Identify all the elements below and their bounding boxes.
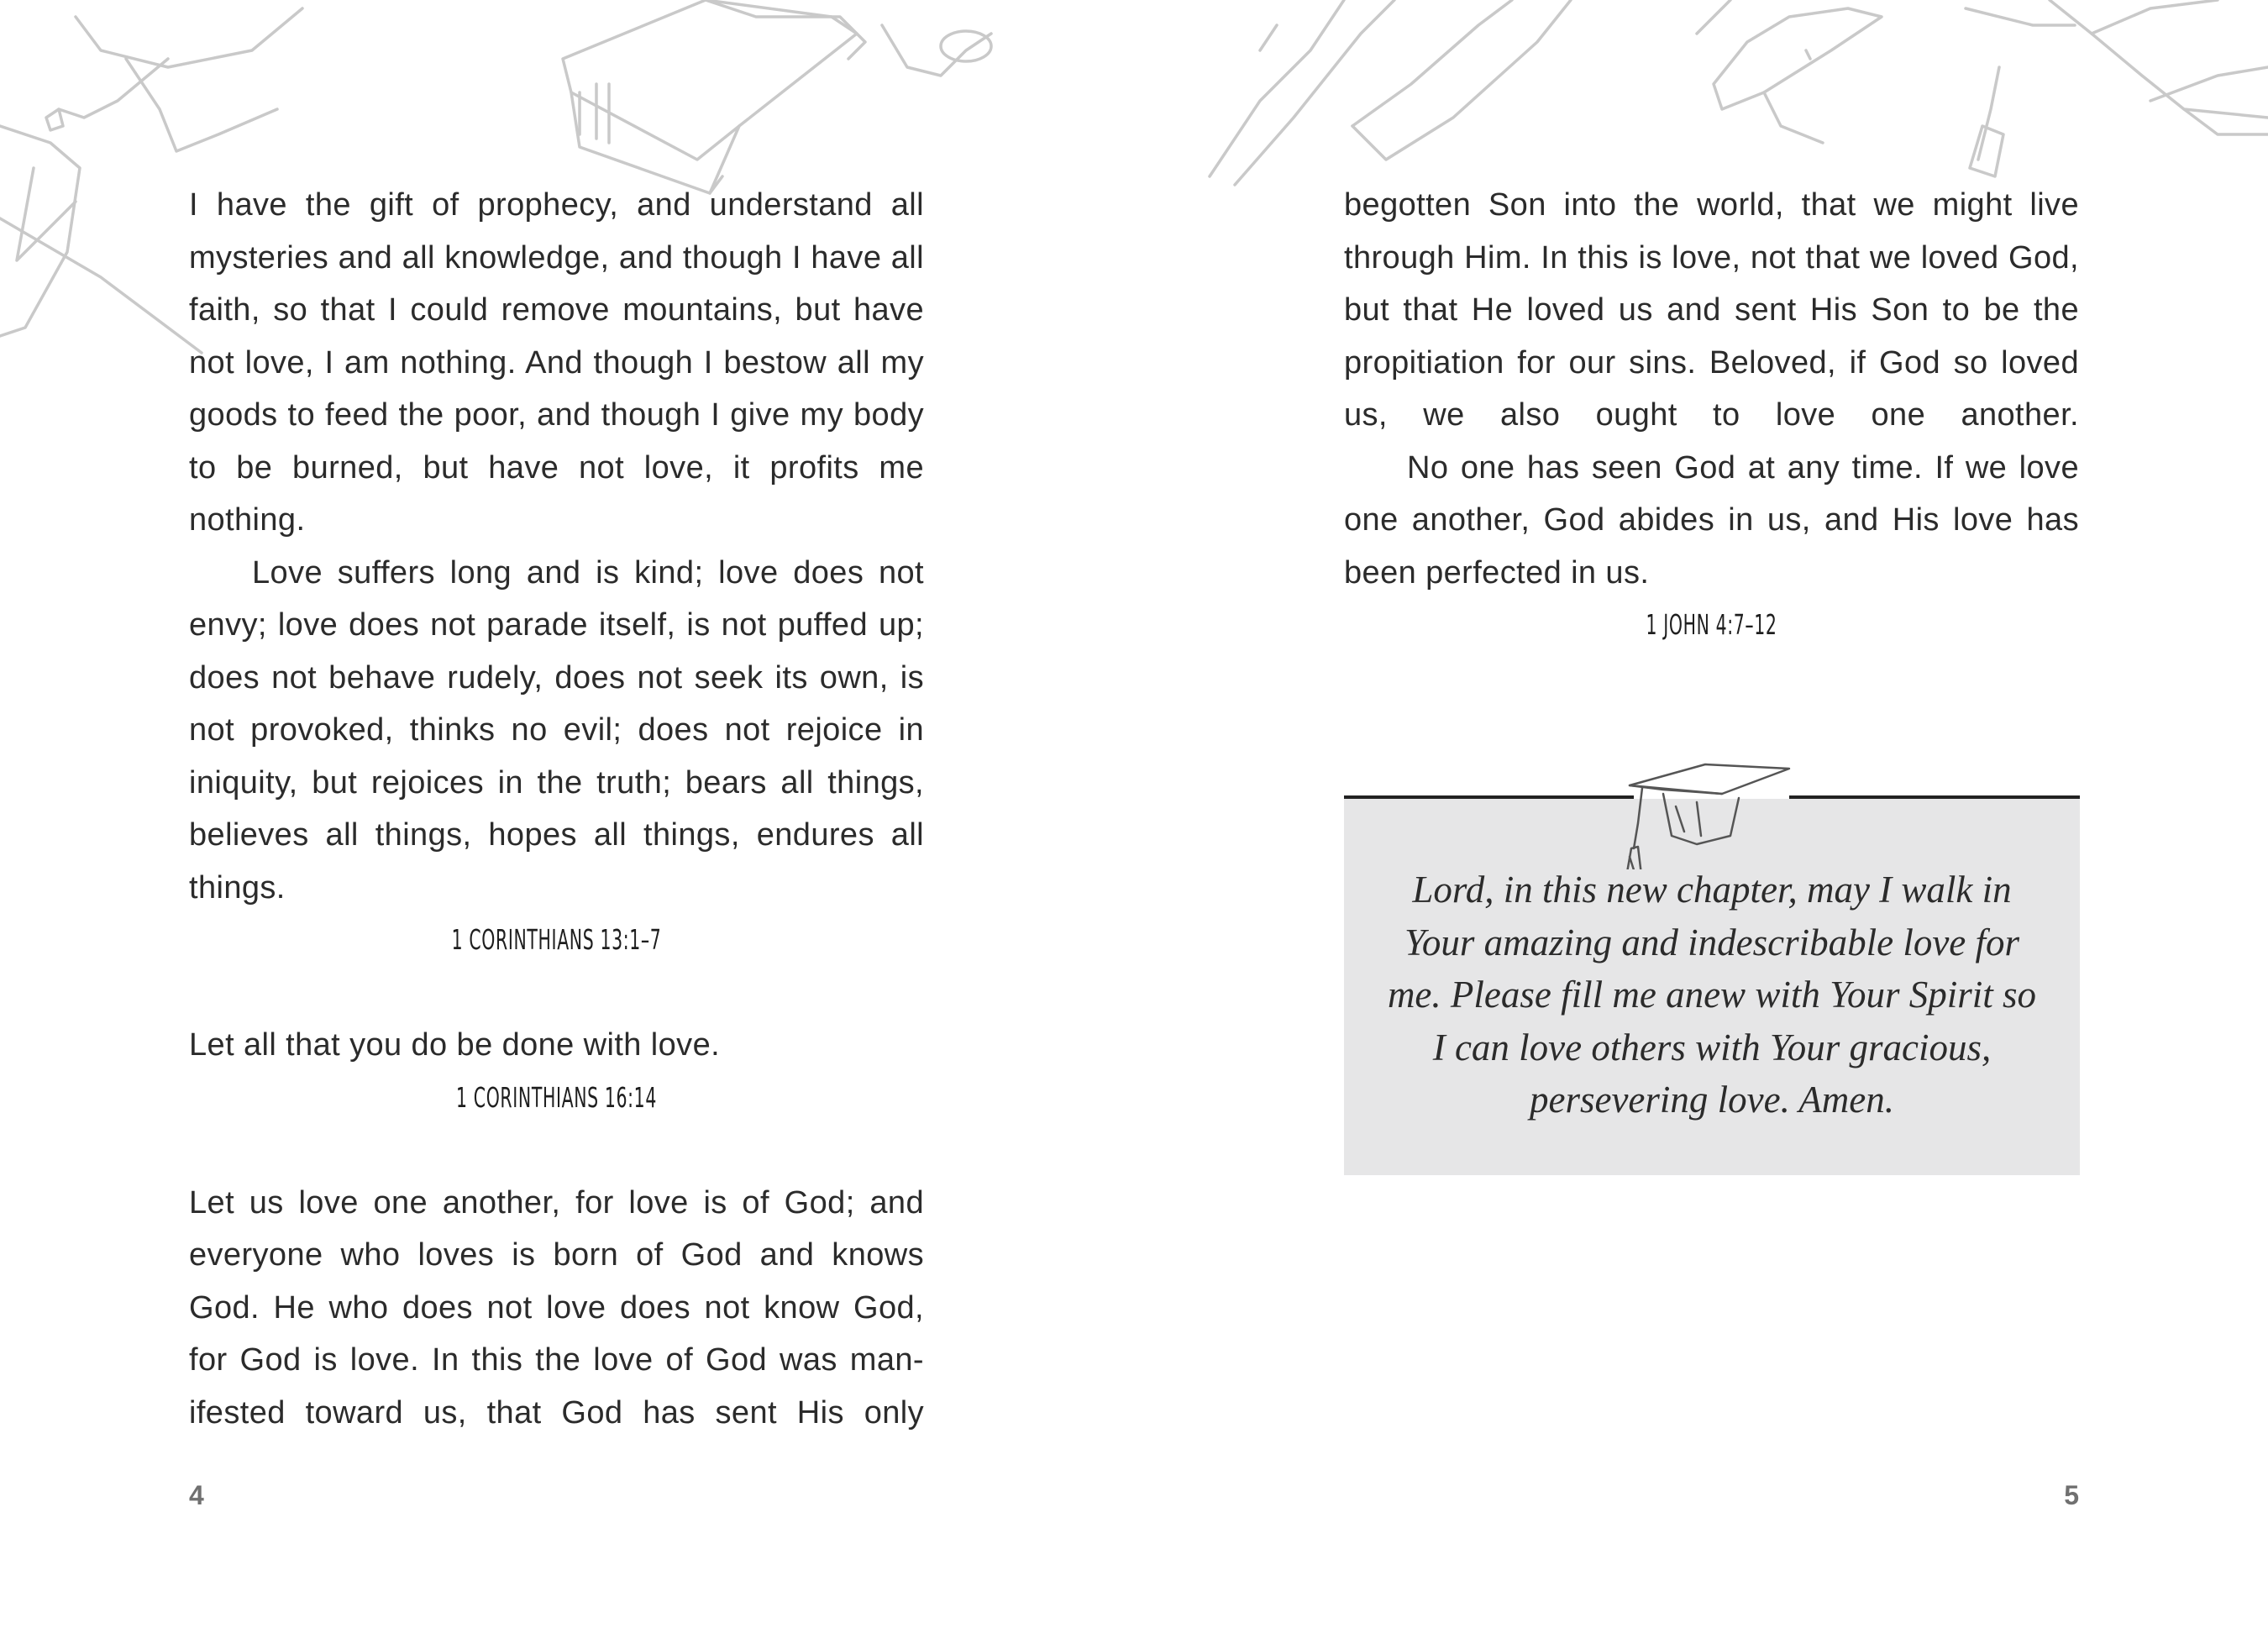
scripture-paragraph: begotten Son into the world, that we might live through Him. In this is love, not that we loved God, but that He loved us and sent His Son to be the propitiation for our sins. Beloved, if God so loved us, we also ought to love one another. [1344,187,2079,433]
scripture-verse: Let all that you do be done with love. [189,1027,721,1063]
scripture-paragraph: I have the gift of prophecy, and understand all mysteries and all knowledge, and though I have all faith, so that I could remove mountains, but have not love, I am nothing. And though I bestow all my goods to feed the poor, and though I give my body to be burned, but have not love, it profits me nothing. [189,187,924,538]
spacer [189,1124,924,1177]
scripture-paragraph: Love suffers long and is kind; love does not envy; love does not parade itself, is not puffed up; does not behave rudely, does not seek its own, is not provoked, thinks no evil; does not rejoice in iniquity, but rejoices in the truth; bears all things, believes all things, hopes all things, endures all things. [189,554,924,906]
right-page [1134,0,2268,1638]
spacer [189,967,924,1020]
page-number: 5 [2064,1480,2079,1510]
scripture-reference: 1 CORINTHIANS 13:1–7 [451,923,662,956]
scripture-verse: Let us love one another, for love is of God; and everyone who loves is born of God and knows God. He who does not love does not know God, for God is love. In this the love of God was man-ifested toward us, that God has sent His only [189,1184,924,1431]
scripture-reference: 1 JOHN 4:7–12 [1646,608,1777,641]
graduation-cap-icon [1613,756,1806,869]
prayer-callout [1344,756,2080,1176]
scripture-reference: 1 CORINTHIANS 16:14 [456,1080,657,1114]
page-number: 4 [189,1480,204,1510]
left-page-text-column [189,179,924,1439]
right-page-text-column [1344,179,2079,652]
scripture-paragraph: No one has seen God at any time. If we love one another, God abides in us, and His love has been perfected in us. [1344,449,2079,591]
prayer-text: Lord, in this new chapter, may I walk in Your amazing and indescribable love for me. Please fill me anew with Your Spirit so I can love others with Your gracious, persevering love. Amen. [1387,869,2037,1121]
